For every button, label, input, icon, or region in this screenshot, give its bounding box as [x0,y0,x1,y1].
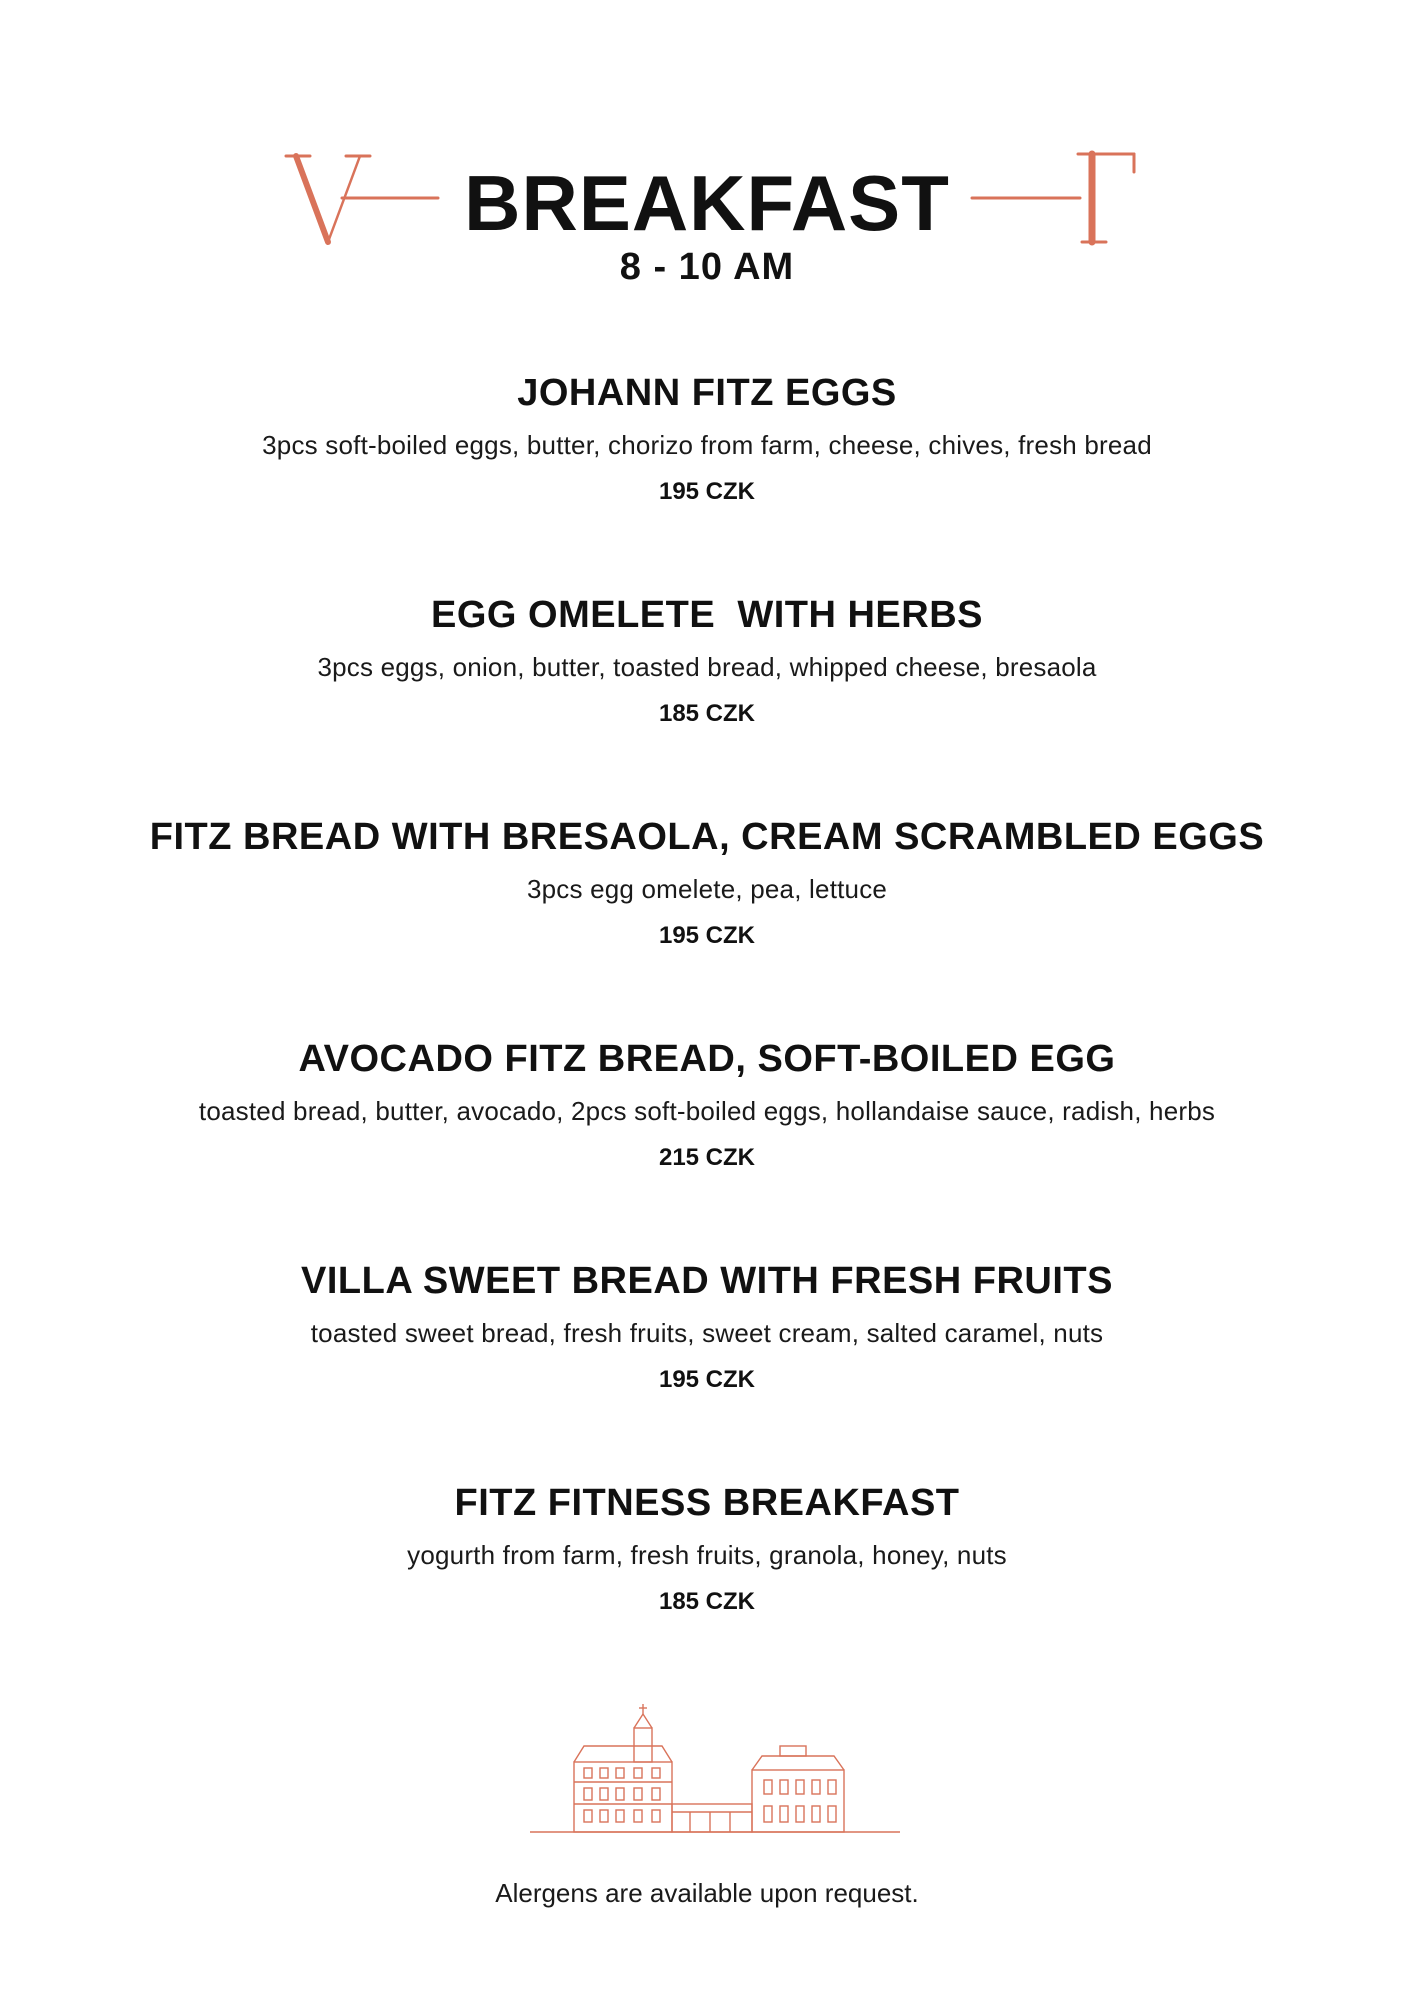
item-name: EGG OMELETE WITH HERBS [431,594,983,636]
item-name: AVOCADO FITZ BREAD, SOFT-BOILED EGG [298,1038,1116,1080]
menu-item [0,368,1414,590]
item-name: JOHANN FITZ EGGS [517,372,897,414]
menu-item [0,590,1414,812]
item-description: 3pcs soft-boiled eggs, butter, chorizo from farm, cheese, chives, fresh bread [262,430,1152,460]
menu-header [0,140,1414,300]
item-price: 195 CZK [658,922,756,949]
allergens-note: Alergens are available upon request. [495,1878,919,1908]
item-price: 195 CZK [658,1366,756,1393]
item-description: 3pcs eggs, onion, butter, toasted bread, whipped cheese, bresaola [317,652,1097,682]
item-name: VILLA SWEET BREAD WITH FRESH FRUITS [301,1260,1113,1302]
villa-building-icon [530,1700,900,1845]
item-price: 215 CZK [658,1144,756,1171]
item-price: 185 CZK [658,700,756,727]
item-name: FITZ BREAD WITH BRESAOLA, CREAM SCRAMBLED EGGS [149,816,1265,858]
breakfast-hours: 8 - 10 AM [619,246,795,288]
page-title: BREAKFAST [464,159,950,247]
menu-item [0,1034,1414,1256]
item-description: toasted bread, butter, avocado, 2pcs soft-boiled eggs, hollandaise sauce, radish, herbs [198,1096,1216,1126]
item-description: yogurth from farm, fresh fruits, granola, honey, nuts [407,1540,1007,1570]
item-price: 185 CZK [658,1588,756,1615]
menu-item [0,1256,1414,1478]
item-description: toasted sweet bread, fresh fruits, sweet cream, salted caramel, nuts [310,1318,1104,1348]
menu-item [0,812,1414,1034]
item-name: FITZ FITNESS BREAKFAST [454,1482,960,1524]
item-description: 3pcs egg omelete, pea, lettuce [526,874,888,904]
item-price: 195 CZK [658,478,756,505]
menu-item [0,1478,1414,1700]
menu-items [0,368,1414,1700]
logo-f-icon [968,150,1138,255]
